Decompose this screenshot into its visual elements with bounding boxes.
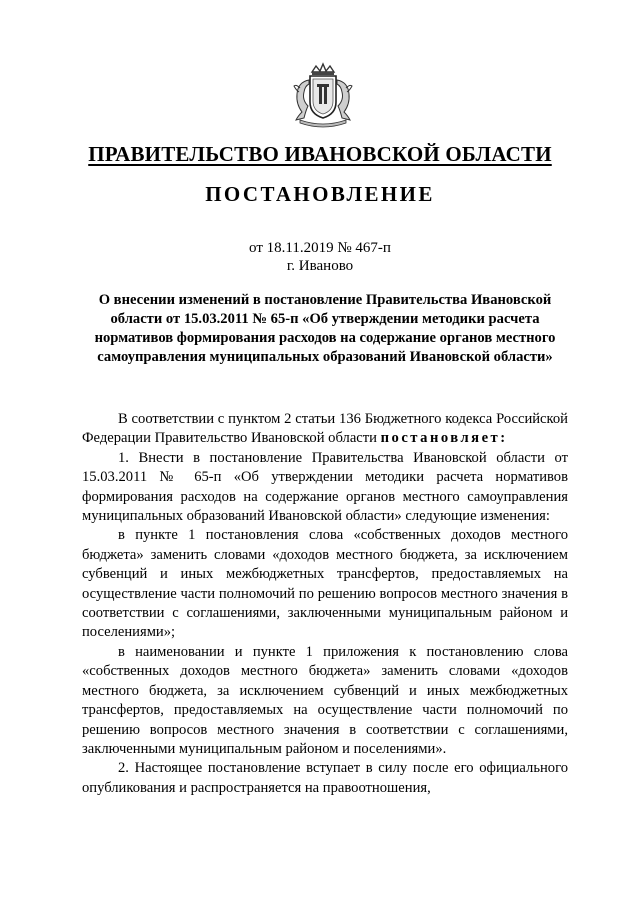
document-date-number: от 18.11.2019 № 467-п: [249, 240, 391, 256]
intro-text: В соответствии с пунктом 2 статьи 136 Бюджетного кодекса Российской Федерации Правительство Ивановской области: [82, 411, 568, 447]
body-change-1: в пункте 1 постановления слова «собственных доходов местного бюджета» заменить словами «доходов местного бюджета, за исключением субвенций и иных межбюджетных трансфертов, предоставляемых на осуществление части полномочий по решению вопросов местного значения в соответствии с соглашениями, заключенными муниципальным районом и поселениями»;: [82, 527, 568, 641]
body-item-1: 1. Внести в постановление Правительства Ивановской области от 15.03.2011 № 65-п «Об утверждении методики расчета нормативов формирования расходов на содержание органов местного самоуправления муниципальных образований Ивановской области» следующие изменения:: [82, 449, 568, 525]
body-intro: [82, 410, 568, 449]
document-type: ПОСТАНОВЛЕНИЕ: [205, 182, 435, 206]
document-city: г. Иваново: [286, 258, 354, 274]
body-item-2: 2. Настоящее постановление вступает в силу после его официального опубликования и распространяется на правоотношения,: [82, 760, 568, 796]
organization-title: ПРАВИТЕЛЬСТВО ИВАНОВСКОЙ ОБЛАСТИ: [88, 142, 552, 166]
coat-of-arms-icon: [290, 62, 356, 128]
document-body: [82, 410, 568, 798]
resolves-word: постановляет:: [380, 430, 508, 447]
document-subject: О внесении изменений в постановление Правительства Ивановской области от 15.03.2011 № 65-п «Об утверждении методики расчета нормативов формирования расходов на содержание органов местного самоуправления муниципальных образований Ивановской области»: [94, 292, 556, 365]
body-change-2: в наименовании и пункте 1 приложения к постановлению слова «собственных доходов местного бюджета» заменить словами «доходов местного бюджета, за исключением субвенций и иных межбюджетных трансфертов, предоставляемых на осуществление части полномочий по решению вопросов местного значения в соответствии с соглашениями, заключенными муниципальным районом и поселениями».: [82, 643, 568, 757]
